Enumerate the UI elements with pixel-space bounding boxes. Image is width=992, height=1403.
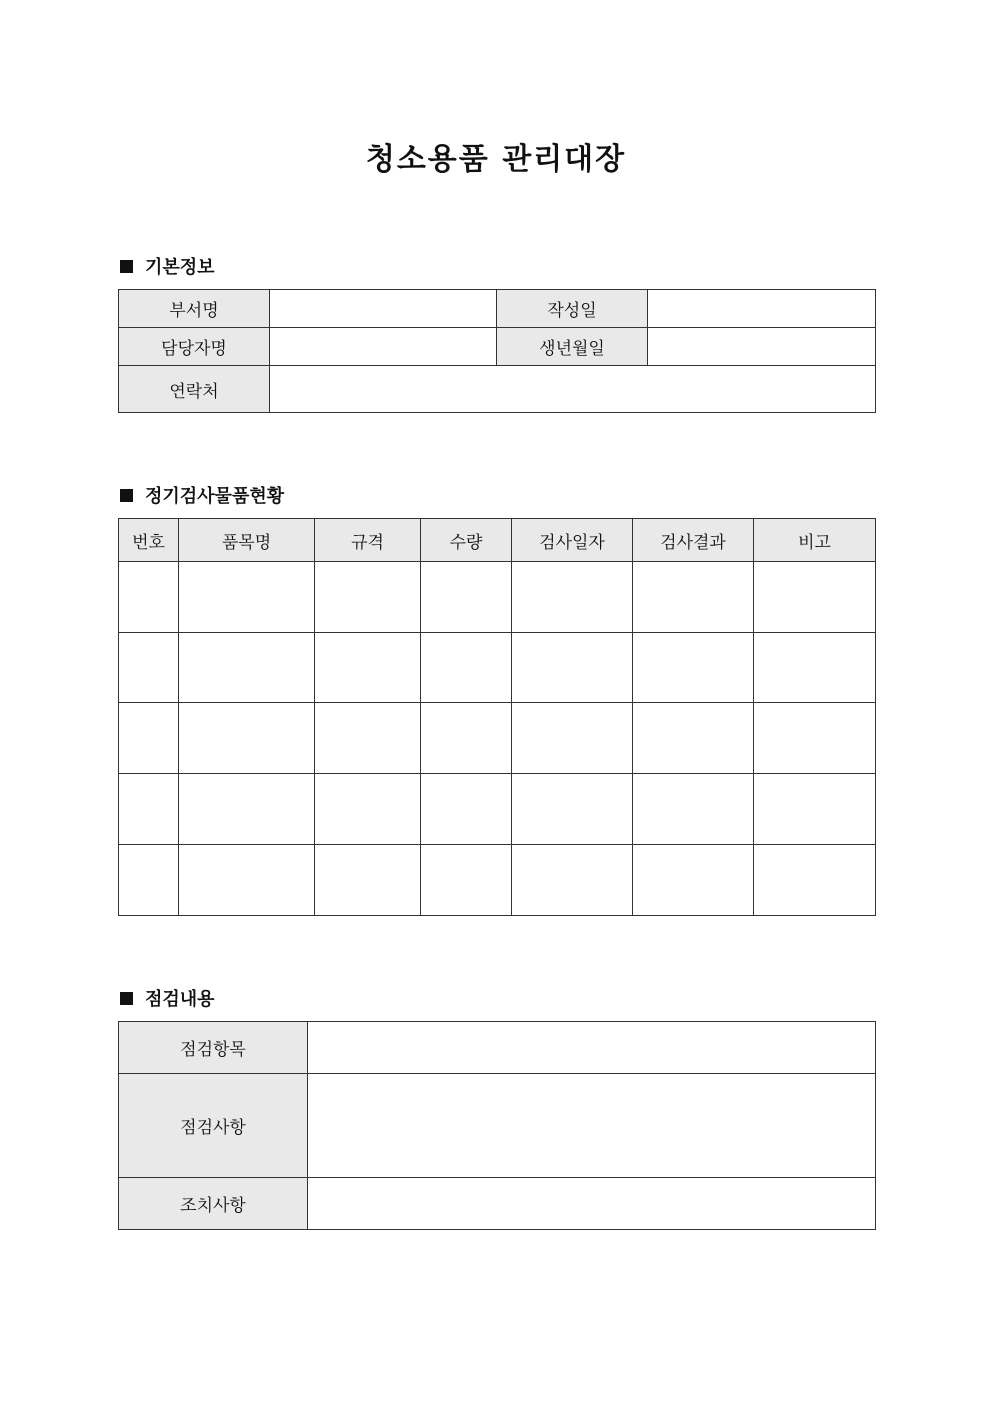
cell-note[interactable]	[754, 633, 876, 703]
cell-no[interactable]	[119, 562, 179, 633]
cell-note[interactable]	[754, 774, 876, 845]
cell-spec[interactable]	[315, 774, 421, 845]
cell-result[interactable]	[633, 845, 754, 916]
cell-date[interactable]	[512, 845, 633, 916]
birth-label: 생년월일	[497, 328, 648, 366]
dept-label: 부서명	[119, 290, 270, 328]
check-item-field[interactable]	[308, 1022, 876, 1074]
cell-spec[interactable]	[315, 703, 421, 774]
cell-spec[interactable]	[315, 633, 421, 703]
date-label: 작성일	[497, 290, 648, 328]
cell-date[interactable]	[512, 774, 633, 845]
cell-spec[interactable]	[315, 845, 421, 916]
check-item-label: 점검항목	[119, 1022, 308, 1074]
check-matter-field[interactable]	[308, 1074, 876, 1178]
table-row	[119, 290, 876, 328]
column-header-date: 검사일자	[512, 519, 633, 562]
column-header-qty: 수량	[421, 519, 512, 562]
section-heading-check	[120, 985, 215, 1011]
check-table	[118, 1021, 876, 1230]
table-row	[119, 1178, 876, 1230]
table-row	[119, 562, 876, 633]
column-header-spec: 규격	[315, 519, 421, 562]
section-heading-label: 기본정보	[145, 257, 215, 278]
inspection-table	[118, 518, 876, 916]
square-bullet-icon	[120, 489, 133, 502]
cell-result[interactable]	[633, 633, 754, 703]
cell-qty[interactable]	[421, 774, 512, 845]
manager-label: 담당자명	[119, 328, 270, 366]
cell-item[interactable]	[179, 845, 315, 916]
contact-field[interactable]	[270, 366, 876, 413]
action-label: 조치사항	[119, 1178, 308, 1230]
cell-qty[interactable]	[421, 845, 512, 916]
section-heading-label: 정기검사물품현황	[145, 486, 285, 507]
basic-info-table	[118, 289, 876, 413]
cell-date[interactable]	[512, 562, 633, 633]
table-row	[119, 703, 876, 774]
contact-label: 연락처	[119, 366, 270, 413]
cell-no[interactable]	[119, 774, 179, 845]
cell-date[interactable]	[512, 703, 633, 774]
cell-date[interactable]	[512, 633, 633, 703]
cell-spec[interactable]	[315, 562, 421, 633]
table-row	[119, 845, 876, 916]
date-field[interactable]	[648, 290, 876, 328]
cell-no[interactable]	[119, 845, 179, 916]
section-heading-inspection	[120, 482, 284, 508]
dept-field[interactable]	[270, 290, 497, 328]
table-row	[119, 633, 876, 703]
cell-no[interactable]	[119, 633, 179, 703]
table-row	[119, 774, 876, 845]
cell-qty[interactable]	[421, 703, 512, 774]
table-row	[119, 1074, 876, 1178]
column-header-no: 번호	[119, 519, 179, 562]
table-row	[119, 1022, 876, 1074]
cell-no[interactable]	[119, 703, 179, 774]
table-row	[119, 366, 876, 413]
square-bullet-icon	[120, 992, 133, 1005]
cell-item[interactable]	[179, 633, 315, 703]
table-row	[119, 328, 876, 366]
column-header-result: 검사결과	[633, 519, 754, 562]
cell-qty[interactable]	[421, 633, 512, 703]
cell-result[interactable]	[633, 774, 754, 845]
cell-item[interactable]	[179, 703, 315, 774]
cell-result[interactable]	[633, 703, 754, 774]
section-heading-label: 점검내용	[145, 989, 215, 1010]
table-header-row	[119, 519, 876, 562]
cell-result[interactable]	[633, 562, 754, 633]
cell-item[interactable]	[179, 562, 315, 633]
section-heading-basic-info	[120, 253, 215, 279]
cell-note[interactable]	[754, 845, 876, 916]
square-bullet-icon	[120, 260, 133, 273]
cell-qty[interactable]	[421, 562, 512, 633]
birth-field[interactable]	[648, 328, 876, 366]
cell-note[interactable]	[754, 562, 876, 633]
action-field[interactable]	[308, 1178, 876, 1230]
page-title: 청소용품 관리대장	[365, 142, 627, 177]
column-header-item: 품목명	[179, 519, 315, 562]
manager-field[interactable]	[270, 328, 497, 366]
check-matter-label: 점검사항	[119, 1074, 308, 1178]
cell-item[interactable]	[179, 774, 315, 845]
column-header-note: 비고	[754, 519, 876, 562]
cell-note[interactable]	[754, 703, 876, 774]
